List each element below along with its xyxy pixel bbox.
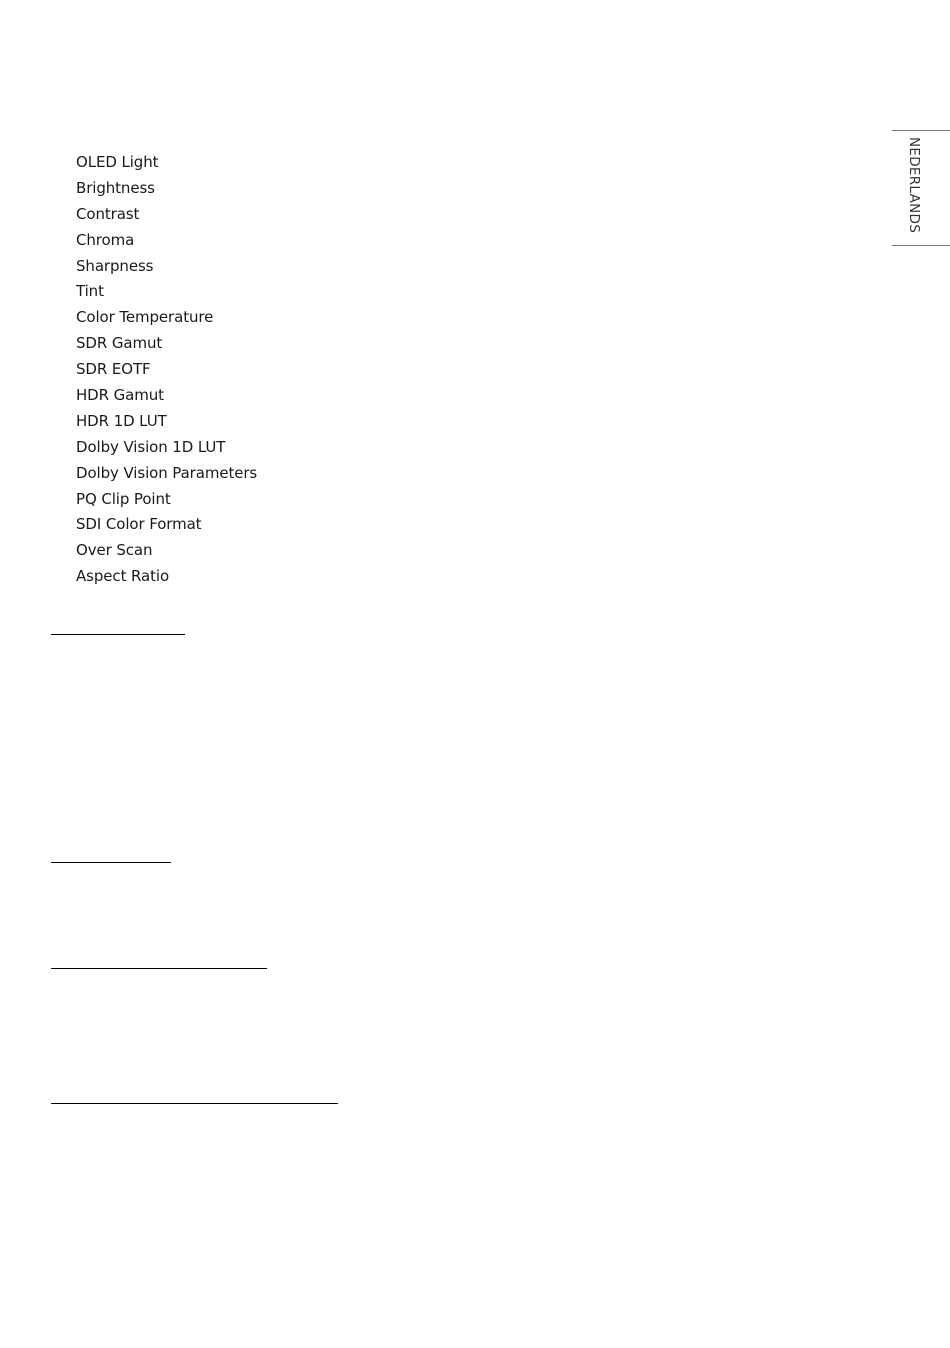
setting-item-sharpness: Sharpness: [76, 256, 154, 275]
setting-item-color-temperature: Color Temperature: [76, 308, 214, 327]
setting-item-sdi-color-format: SDI Color Format: [76, 515, 202, 534]
section-divider-3: [51, 968, 267, 969]
setting-item-sdr-eotf: SDR EOTF: [76, 360, 151, 379]
section-divider-1: [51, 634, 185, 635]
setting-item-chroma: Chroma: [76, 230, 135, 249]
section-divider-2: [51, 862, 171, 863]
setting-item-tint: Tint: [76, 282, 104, 301]
setting-item-contrast: Contrast: [76, 204, 140, 223]
setting-item-aspect-ratio: Aspect Ratio: [76, 567, 170, 586]
setting-item-hdr-gamut: HDR Gamut: [76, 386, 164, 405]
section-divider-4: [51, 1103, 338, 1104]
setting-item-hdr-1d-lut: HDR 1D LUT: [76, 411, 167, 430]
setting-item-oled-light: OLED Light: [76, 153, 159, 171]
setting-item-sdr-gamut: SDR Gamut: [76, 334, 163, 353]
language-label: NEDERLANDS: [906, 137, 922, 234]
setting-item-dolby-vision-parameters: Dolby Vision Parameters: [76, 463, 258, 482]
setting-item-brightness: Brightness: [76, 178, 155, 197]
language-side-tab: [892, 130, 950, 246]
setting-item-pq-clip-point: PQ Clip Point: [76, 489, 171, 508]
setting-item-dolby-vision-1d-lut: Dolby Vision 1D LUT: [76, 437, 226, 456]
setting-item-over-scan: Over Scan: [76, 541, 153, 560]
settings-list: [76, 150, 257, 590]
